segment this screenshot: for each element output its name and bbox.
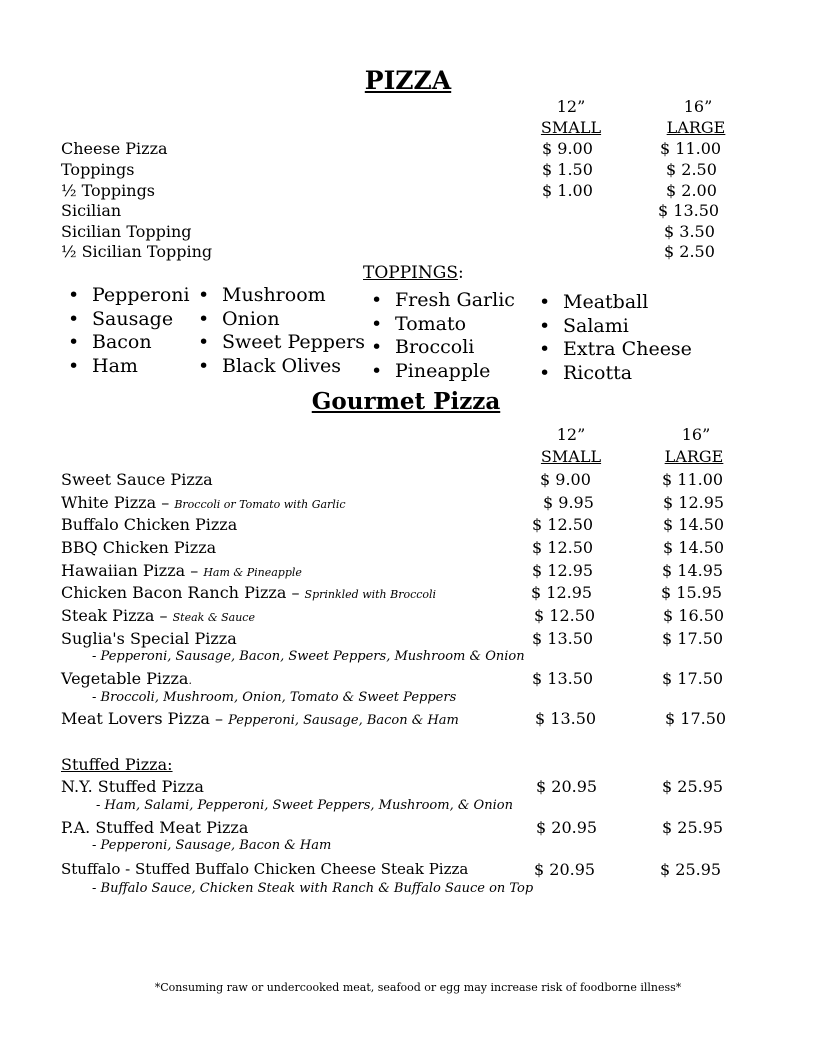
gourmet-row bbox=[0, 709, 816, 731]
pizza-small-price: $ 1.50 bbox=[542, 160, 593, 179]
gourmet-note: Sprinkled with Broccoli bbox=[304, 588, 437, 601]
gourmet-large-label: LARGE bbox=[664, 447, 724, 466]
pizza-name: Sicilian Topping bbox=[61, 222, 192, 241]
pizza-large-size: 16” bbox=[683, 97, 713, 116]
pizza-row bbox=[0, 139, 816, 161]
stuffed-small-price: $ 20.95 bbox=[534, 860, 596, 879]
topping-item: • Extra Cheese bbox=[533, 338, 692, 362]
toppings-column-4 bbox=[533, 291, 692, 385]
toppings-column-1 bbox=[62, 284, 190, 378]
stuffed-sub-description: - Buffalo Sauce, Chicken Steak with Ranch & Buffalo Sauce on Top bbox=[92, 881, 534, 896]
gourmet-name-text: Vegetable Pizza bbox=[61, 669, 189, 688]
gourmet-small-price: $ 12.50 bbox=[532, 515, 594, 534]
stuffed-sub-description: - Pepperoni, Sausage, Bacon & Ham bbox=[92, 838, 332, 853]
pizza-large-price: $ 3.50 bbox=[664, 222, 715, 241]
gourmet-name bbox=[61, 561, 302, 580]
gourmet-row bbox=[0, 583, 816, 605]
stuffed-name: N.Y. Stuffed Pizza bbox=[61, 777, 204, 796]
toppings-column-2 bbox=[192, 284, 365, 378]
gourmet-small-price: $ 12.95 bbox=[531, 583, 593, 602]
pizza-small-price: $ 9.00 bbox=[542, 139, 593, 158]
gourmet-large-price: $ 14.50 bbox=[663, 538, 725, 557]
pizza-large-price: $ 2.00 bbox=[666, 181, 717, 200]
pizza-name: ½ Toppings bbox=[61, 181, 156, 200]
pizza-row bbox=[0, 222, 816, 244]
gourmet-row bbox=[0, 538, 816, 560]
topping-item: • Sweet Peppers bbox=[192, 331, 365, 355]
gourmet-name: Sweet Sauce Pizza bbox=[61, 470, 213, 489]
stuffed-small-price: $ 20.95 bbox=[536, 777, 598, 796]
gourmet-small-label: SMALL bbox=[540, 447, 602, 466]
topping-item: • Ricotta bbox=[533, 362, 692, 386]
gourmet-large-price: $ 14.50 bbox=[663, 515, 725, 534]
gourmet-name bbox=[61, 583, 436, 602]
topping-item: • Fresh Garlic bbox=[365, 289, 515, 313]
gourmet-name-text: Meat Lovers Pizza – bbox=[61, 709, 229, 728]
gourmet-row bbox=[0, 470, 816, 492]
gourmet-small-price: $ 12.50 bbox=[532, 538, 594, 557]
topping-item: • Pineapple bbox=[365, 360, 515, 384]
pizza-large-label: LARGE bbox=[666, 118, 726, 137]
topping-item: • Broccoli bbox=[365, 336, 515, 360]
topping-item: • Onion bbox=[192, 308, 365, 332]
stuffed-row bbox=[0, 860, 816, 882]
gourmet-large-price: $ 17.50 bbox=[662, 669, 724, 688]
gourmet-row bbox=[0, 669, 816, 691]
stuffed-heading: Stuffed Pizza: bbox=[61, 755, 173, 774]
stuffed-row bbox=[0, 777, 816, 799]
gourmet-note: Broccoli or Tomato with Garlic bbox=[174, 498, 346, 511]
pizza-name: ½ Sicilian Topping bbox=[61, 242, 213, 261]
stuffed-name: Stuffalo - Stuffed Buffalo Chicken Cheese Steak Pizza bbox=[61, 860, 469, 878]
toppings-heading-colon: : bbox=[457, 263, 464, 283]
gourmet-large-price: $ 17.50 bbox=[665, 709, 727, 728]
pizza-name: Sicilian bbox=[61, 201, 122, 220]
pizza-name: Cheese Pizza bbox=[61, 139, 168, 158]
toppings-heading-text: TOPPINGS bbox=[363, 263, 458, 283]
gourmet-row bbox=[0, 629, 816, 651]
gourmet-name-text: Hawaiian Pizza – bbox=[61, 561, 204, 580]
gourmet-large-price: $ 17.50 bbox=[662, 629, 724, 648]
topping-item: • Salami bbox=[533, 315, 692, 339]
stuffed-small-price: $ 20.95 bbox=[536, 818, 598, 837]
pizza-large-price: $ 2.50 bbox=[664, 242, 715, 261]
topping-item: • Sausage bbox=[62, 308, 190, 332]
gourmet-row bbox=[0, 606, 816, 628]
gourmet-small-price: $ 13.50 bbox=[532, 669, 594, 688]
gourmet-name-text: Chicken Bacon Ranch Pizza – bbox=[61, 583, 305, 602]
toppings-column-3 bbox=[365, 289, 515, 383]
pizza-small-label: SMALL bbox=[540, 118, 602, 137]
pizza-row bbox=[0, 181, 816, 203]
gourmet-row bbox=[0, 493, 816, 515]
stuffed-large-price: $ 25.95 bbox=[662, 777, 724, 796]
gourmet-small-price: $ 12.95 bbox=[532, 561, 594, 580]
gourmet-small-price: $ 13.50 bbox=[535, 709, 597, 728]
stuffed-sub-description: - Ham, Salami, Pepperoni, Sweet Peppers, Mushroom, & Onion bbox=[96, 798, 513, 813]
gourmet-small-price: $ 13.50 bbox=[532, 629, 594, 648]
stuffed-name: P.A. Stuffed Meat Pizza bbox=[61, 818, 249, 837]
gourmet-large-price: $ 14.95 bbox=[662, 561, 724, 580]
gourmet-name: Buffalo Chicken Pizza bbox=[61, 515, 238, 534]
gourmet-name: Suglia's Special Pizza bbox=[61, 629, 237, 648]
gourmet-note: Ham & Pineapple bbox=[203, 566, 302, 579]
gourmet-name-text: White Pizza – bbox=[61, 493, 175, 512]
gourmet-name bbox=[61, 606, 255, 625]
gourmet-row bbox=[0, 561, 816, 583]
stuffed-row bbox=[0, 818, 816, 840]
gourmet-note: Steak & Sauce bbox=[172, 611, 255, 624]
pizza-small-size: 12” bbox=[556, 97, 586, 116]
gourmet-large-price: $ 11.00 bbox=[662, 470, 724, 489]
gourmet-small-price: $ 12.50 bbox=[534, 606, 596, 625]
topping-item: • Bacon bbox=[62, 331, 190, 355]
pizza-row bbox=[0, 201, 816, 223]
gourmet-large-price: $ 12.95 bbox=[663, 493, 725, 512]
gourmet-name bbox=[61, 493, 346, 512]
gourmet-sub-description: - Pepperoni, Sausage, Bacon, Sweet Peppers, Mushroom & Onion bbox=[92, 649, 525, 664]
pizza-title: PIZZA bbox=[364, 66, 452, 95]
pizza-large-price: $ 2.50 bbox=[666, 160, 717, 179]
gourmet-small-price: $ 9.95 bbox=[543, 493, 594, 512]
gourmet-large-price: $ 15.95 bbox=[661, 583, 723, 602]
gourmet-title: Gourmet Pizza bbox=[311, 388, 501, 415]
topping-item: • Black Olives bbox=[192, 355, 365, 379]
stuffed-large-price: $ 25.95 bbox=[662, 818, 724, 837]
gourmet-small-price: $ 9.00 bbox=[540, 470, 591, 489]
topping-item: • Meatball bbox=[533, 291, 692, 315]
pizza-large-price: $ 13.50 bbox=[658, 201, 720, 220]
topping-item: • Pepperoni bbox=[62, 284, 190, 308]
stuffed-large-price: $ 25.95 bbox=[660, 860, 722, 879]
gourmet-large-price: $ 16.50 bbox=[663, 606, 725, 625]
topping-item: • Tomato bbox=[365, 313, 515, 337]
pizza-small-price: $ 1.00 bbox=[542, 181, 593, 200]
gourmet-sub-description: - Broccoli, Mushroom, Onion, Tomato & Sweet Peppers bbox=[92, 690, 457, 705]
topping-item: • Ham bbox=[62, 355, 190, 379]
gourmet-name-text: Steak Pizza – bbox=[61, 606, 173, 625]
gourmet-name: BBQ Chicken Pizza bbox=[61, 538, 217, 557]
gourmet-large-size: 16” bbox=[681, 425, 711, 444]
toppings-heading bbox=[363, 263, 464, 283]
gourmet-small-size: 12” bbox=[556, 425, 586, 444]
pizza-large-price: $ 11.00 bbox=[660, 139, 722, 158]
gourmet-row bbox=[0, 515, 816, 537]
health-disclaimer: *Consuming raw or undercooked meat, seafood or egg may increase risk of foodborne illness* bbox=[154, 981, 682, 994]
topping-item: • Mushroom bbox=[192, 284, 365, 308]
gourmet-note: . bbox=[188, 674, 192, 687]
pizza-row bbox=[0, 242, 816, 264]
gourmet-name bbox=[61, 709, 459, 728]
pizza-row bbox=[0, 160, 816, 182]
pizza-name: Toppings bbox=[61, 160, 135, 179]
gourmet-name bbox=[61, 669, 192, 688]
gourmet-note: Pepperoni, Sausage, Bacon & Ham bbox=[228, 713, 459, 728]
